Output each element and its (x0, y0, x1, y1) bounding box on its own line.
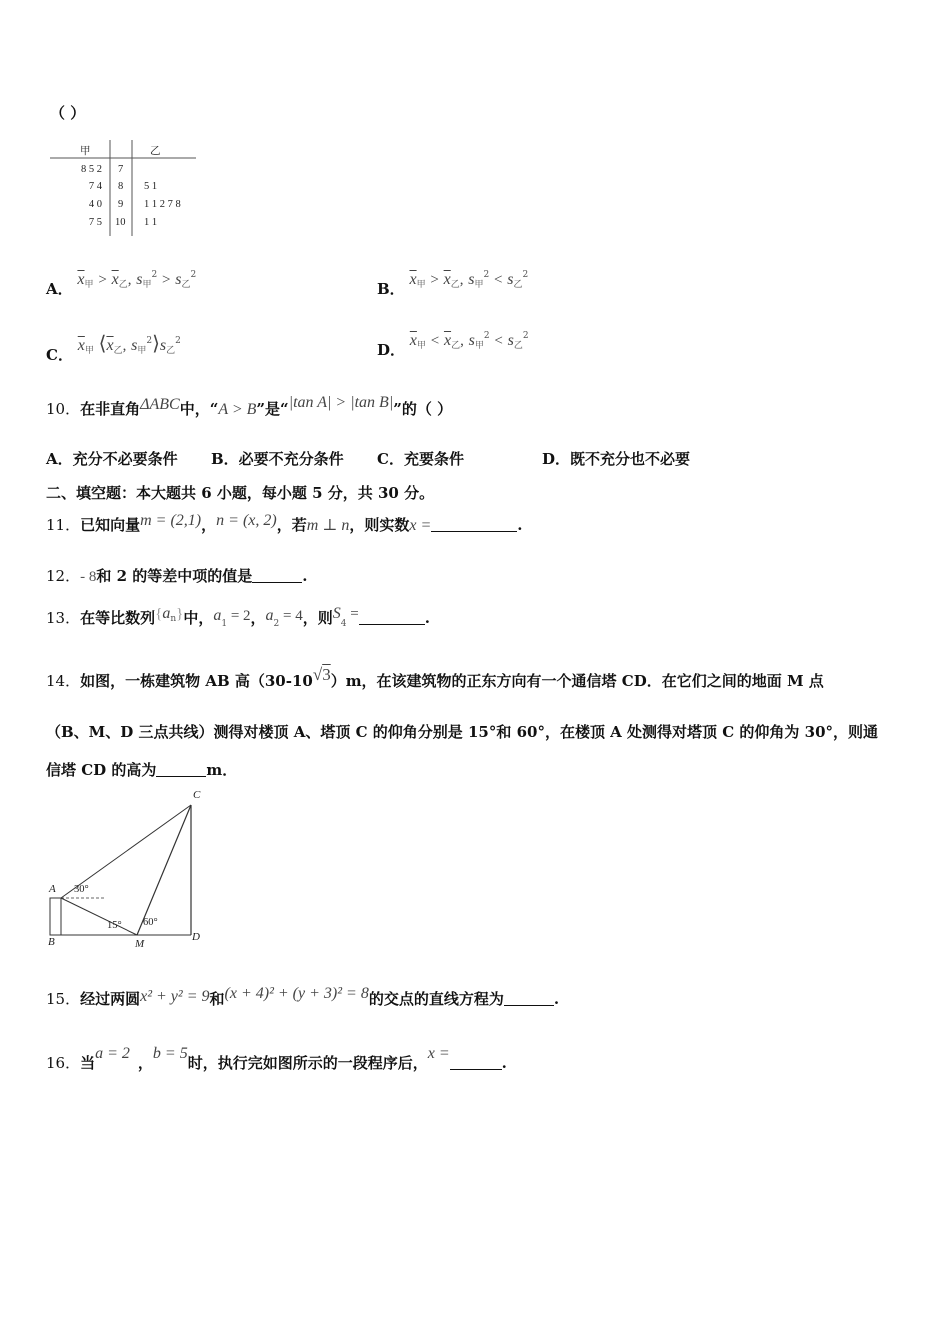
math: - 8 (80, 569, 97, 585)
question-number: 15． (46, 990, 81, 1008)
text: 和 (209, 990, 225, 1008)
text: 在等比数列 (80, 609, 156, 627)
section-header: 二、填空题：本大题共 6 小题，每小题 5 分，共 30 分。 (46, 484, 435, 502)
stem-leaf-lines (48, 138, 208, 238)
circle-2: (x + 4)² + (y + 3)² = 8 (224, 985, 369, 1002)
question-number: 16． (46, 1054, 81, 1072)
leaf-right-3: 1 1 2 7 8 (144, 199, 181, 210)
q10-stem (46, 394, 452, 419)
text: ，若 (276, 516, 307, 534)
q10-option-a[interactable]: A．充分不必要条件 (46, 450, 178, 468)
text: . (517, 516, 523, 534)
leaf-left-4: 7 5 (88, 217, 102, 228)
question-number: 13． (46, 609, 81, 627)
math: = 4 (279, 608, 303, 624)
option-label: A． (46, 280, 73, 298)
q10-option-c[interactable]: C．充要条件 (377, 450, 464, 468)
math: 3 (322, 665, 331, 684)
text: ，则实数 (349, 516, 410, 534)
text: 中， (183, 609, 214, 627)
leaf-left-1: 8 5 2 (81, 164, 102, 175)
math: a = 2 (95, 1045, 130, 1062)
relation: ⟩ (152, 333, 160, 355)
q13: 13．在等比数列$\{a^n\}$中，$a_1 = 2$，$a_2 = 4$，则$S_4$ = . (46, 605, 430, 629)
relation: < (494, 272, 503, 288)
option-label: B． (377, 280, 405, 298)
text: m． (206, 761, 238, 779)
angle-60: 60° (143, 917, 158, 928)
relation: ⟨ (98, 333, 107, 355)
q12 (46, 565, 307, 586)
text: ， (137, 1054, 153, 1072)
text: . (424, 609, 430, 627)
text: . (501, 1054, 507, 1072)
sub: 4 (340, 619, 347, 629)
math: a (213, 607, 222, 624)
relation: > (162, 272, 171, 288)
mean-jia: $\overline{x}$ (77, 337, 85, 354)
var-jia: s (136, 271, 143, 288)
q9-option-b[interactable]: B． $\overline{x}_甲 > \overline{x}_乙$, $s_甲^2 < s_乙^2$ (377, 270, 529, 298)
q14-line2: （B、M、D 三点共线）测得对楼顶 A、塔顶 C 的仰角分别是 15°和 60°，在楼顶 A 处测得对塔顶 C 的仰角为 30°，则通 (46, 723, 879, 741)
relation: < (430, 333, 440, 349)
header-jia: 甲 (80, 146, 91, 157)
var-yi: s (159, 337, 167, 354)
relation: > (430, 272, 439, 288)
answer-blank[interactable] (504, 991, 554, 1006)
q9-option-c[interactable]: C． $\overline{x}_甲$ $⟨\overline{x}_乙$, $s_甲^2⟩s_乙^2$ (46, 333, 181, 364)
stem-leaf-plot (48, 138, 208, 238)
question-number: 11． (46, 516, 81, 534)
text: 在非直角 (80, 400, 141, 418)
text: 如图，一栋建筑物 AB 高（30-10 (80, 672, 313, 690)
sub: 甲 (137, 346, 147, 356)
stem-4: 10 (115, 217, 126, 228)
mean-jia: $\overline{x}$ (409, 271, 417, 288)
point-b: B (48, 936, 55, 948)
mean-yi: $\overline{x}$ (111, 271, 119, 288)
leaf-right-4: 1 1 (144, 217, 158, 228)
vector-n: n = (x, 2) (216, 512, 277, 529)
text: ， (201, 516, 217, 534)
option-label: D． (377, 341, 406, 359)
text: 时，执行完如图所示的一段程序后， (187, 1054, 428, 1072)
text: . (302, 567, 308, 585)
question-number: 10． (46, 400, 81, 418)
q9-option-a[interactable]: A． $\overline{x}_甲 > \overline{x}_乙$, $s_甲^2 > s_乙^2$ (46, 270, 197, 298)
text: ”是“ (256, 400, 289, 418)
sub: 乙 (513, 341, 523, 351)
math: = (346, 606, 359, 622)
angle-30: 30° (74, 884, 89, 895)
vector-m: m = (2,1) (140, 512, 202, 529)
text: ， (250, 609, 266, 627)
point-d: D (192, 931, 200, 943)
var-yi: s (507, 332, 514, 349)
exp: 2 (151, 270, 158, 280)
math: A > B (218, 401, 257, 418)
exp: 2 (483, 270, 490, 280)
q11 (46, 512, 522, 535)
sub: 甲 (84, 346, 94, 356)
exp: 2 (483, 331, 490, 341)
sub: 乙 (181, 280, 191, 290)
q15 (46, 985, 559, 1009)
leaf-left-2: 7 4 (88, 181, 102, 192)
text: 信塔 CD 的高为 (46, 761, 157, 779)
math: |tan A| > |tan B| (288, 394, 394, 411)
stem-2: 8 (118, 181, 124, 192)
text: ）m，在该建筑物的正东方向有一个通信塔 CD．在它们之间的地面 M 点 (330, 672, 824, 690)
var-jia: s (131, 337, 138, 354)
answer-blank[interactable] (359, 610, 425, 625)
sub: 2 (273, 619, 280, 629)
exp: 2 (190, 270, 197, 280)
sqrt-icon: √ (312, 665, 323, 684)
sub: 甲 (474, 280, 484, 290)
option-label: C． (46, 346, 73, 364)
question-number: 14． (46, 672, 81, 690)
q10-option-d[interactable]: D．既不充分也不必要 (542, 450, 691, 468)
mean-jia: $\overline{x}$ (77, 271, 85, 288)
q9-option-d[interactable]: D． $\overline{x}_甲 < \overline{x}_乙$, $s_甲^2 < s_乙^2$ (377, 331, 529, 359)
sub: 乙 (450, 280, 460, 290)
stem-1: 7 (118, 164, 124, 175)
relation: < (494, 333, 503, 349)
sub: n (170, 614, 177, 624)
text: 中，“ (179, 400, 219, 418)
text: . (553, 990, 560, 1008)
math: m ⊥ n (306, 517, 350, 534)
sub: 甲 (416, 341, 426, 351)
sub: 乙 (513, 280, 523, 290)
var-jia: s (468, 332, 475, 349)
exp: 2 (522, 270, 529, 280)
angle-15: 15° (107, 920, 122, 931)
sub: 1 (221, 619, 228, 629)
math: x = (409, 517, 432, 534)
mean-yi: $\overline{x}$ (443, 271, 451, 288)
text: 和 2 的等差中项的值是 (96, 567, 253, 585)
sub: 乙 (118, 280, 128, 290)
q14-line3 (46, 759, 237, 780)
math: x = (427, 1045, 450, 1062)
answer-blank[interactable] (252, 568, 302, 583)
exp: 2 (522, 331, 529, 341)
math: a (265, 607, 274, 624)
text: 当 (80, 1054, 96, 1072)
var-jia: s (468, 271, 475, 288)
mean-yi: $\overline{x}$ (443, 332, 452, 349)
q10-option-b[interactable]: B．必要不充分条件 (211, 450, 344, 468)
leaf-right-2: 5 1 (144, 181, 158, 192)
text: 经过两圆 (80, 990, 141, 1008)
math: S (332, 605, 341, 622)
answer-blank[interactable] (431, 517, 517, 532)
tower-diagram (44, 788, 214, 953)
exp: 2 (146, 336, 153, 346)
math: a (162, 605, 171, 622)
text: 已知向量 (80, 516, 141, 534)
point-m: M (135, 938, 145, 950)
sub: 甲 (474, 341, 484, 351)
q16 (46, 1045, 507, 1073)
sub: 乙 (113, 346, 123, 356)
math: = 2 (227, 608, 251, 624)
sub: 甲 (142, 280, 152, 290)
point-a: A (49, 883, 56, 895)
text: 的交点的直线方程为 (368, 990, 504, 1008)
sub: 甲 (84, 280, 94, 290)
leaf-left-3: 4 0 (88, 199, 102, 210)
text: ”的（ ） (393, 400, 453, 418)
q14-line1 (46, 665, 824, 691)
circle-1: x² + y² = 9 (140, 988, 210, 1005)
stem-3: 9 (118, 199, 124, 210)
text: ，则 (302, 609, 333, 627)
q9-paren: （ ） (50, 104, 86, 122)
tower-figure (44, 788, 214, 953)
mean-yi: $\overline{x}$ (106, 337, 114, 354)
answer-blank[interactable] (156, 762, 206, 777)
point-c: C (193, 789, 201, 801)
question-number: 12． (46, 567, 81, 585)
math: ΔABC (140, 396, 180, 413)
answer-blank[interactable] (450, 1055, 502, 1070)
sub: 甲 (416, 280, 426, 290)
header-yi: 乙 (150, 146, 161, 157)
relation: > (98, 272, 107, 288)
var-yi: s (507, 271, 514, 288)
mean-jia: $\overline{x}$ (409, 332, 417, 349)
math: b = 5 (152, 1045, 188, 1062)
var-yi: s (175, 271, 182, 288)
exp: 2 (175, 336, 181, 346)
sub: 乙 (166, 346, 176, 356)
sub: 乙 (451, 341, 461, 351)
